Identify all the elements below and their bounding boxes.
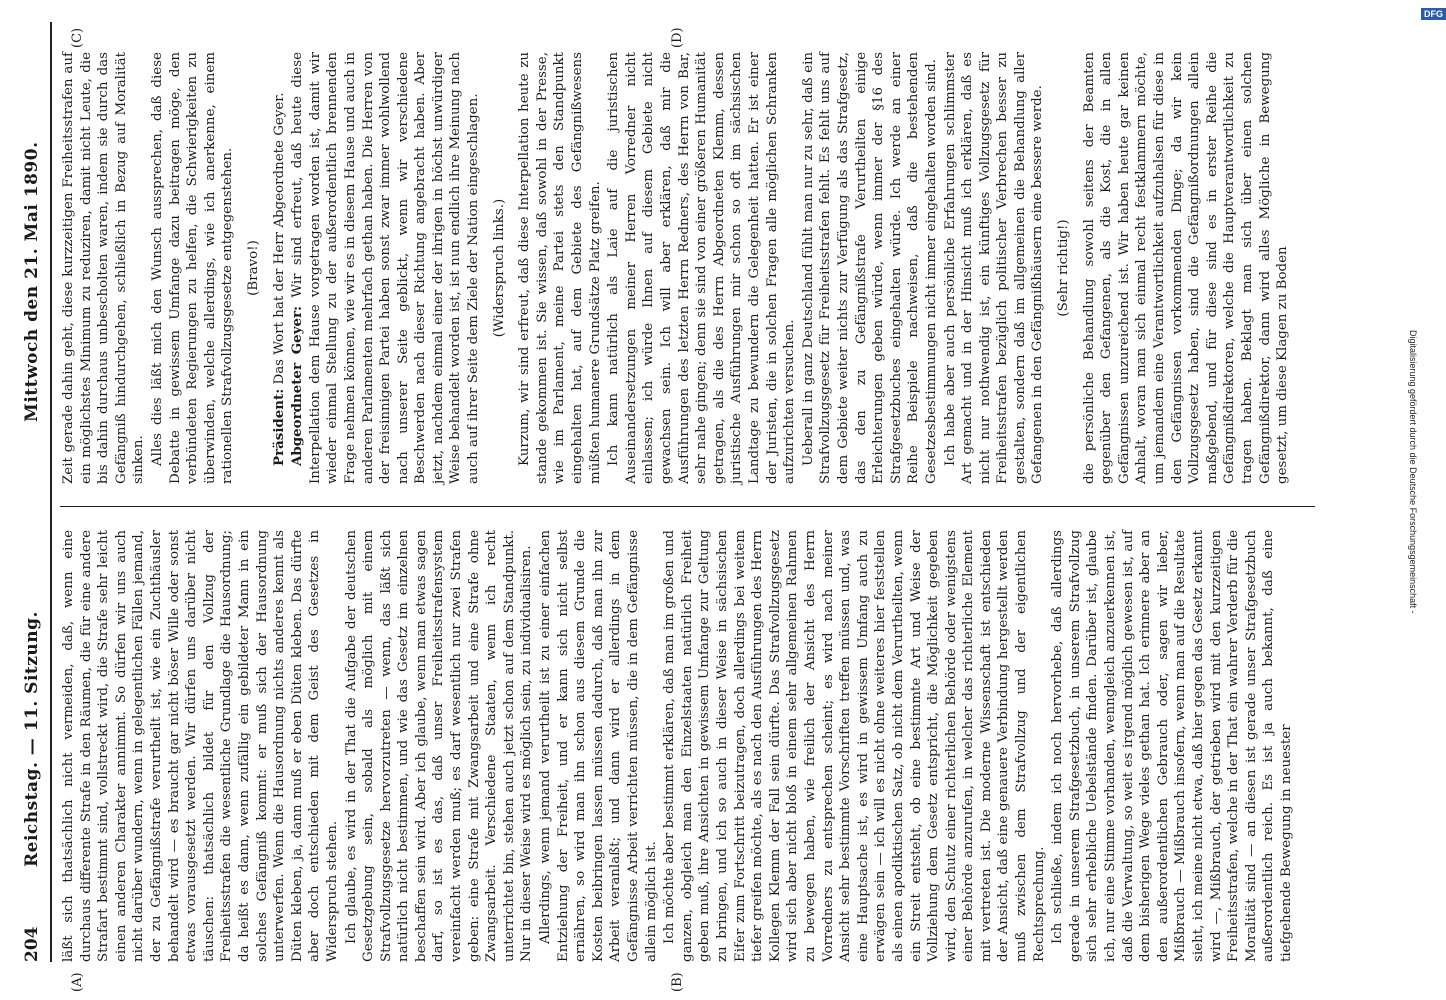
paragraph: Ich kann natürlich als Laie auf die juristischen Auseinandersetzungen meiner Herren Vorredner nicht einlassen; ich würde Ihnen auf diesem Gebiete nicht gewachsen sein. Ich will aber erklären, daß mir die Ausführungen des letzten Herrn Redners, des Herrn von Bar, sehr nahe gingen; denn sie sind von einer größeren Humanität getragen, als die des Herrn Abgeordneten Klemm, dessen juristische Ausführungen mir schon so oft im sächsischen Landtage zu bewundern die Gelegenheit hatten. Er ist einer der Juristen, die in solchen Fragen alle möglichen Schranken aufzurichten versuchen. bbox=[606, 52, 798, 484]
dfg-logo: DFG bbox=[1421, 8, 1446, 20]
margin-mark-a: (A) bbox=[70, 972, 85, 992]
president-text: Das Wort hat der Herr Abgeordnete Geyer. bbox=[271, 92, 287, 385]
paragraph: Alles dies läßt mich den Wunsch aussprechen, daß diese Debatte in gewissem Umfange dazu beitragen möge, den verbündeten Regierungen zu helfen, die Schwierigkeiten zu überwinden, welche allerdings, wie ich anerkenne, einem rationellen Strafvollzugsgesetze entgegenstehen. bbox=[149, 52, 236, 484]
left-column bbox=[60, 530, 1320, 962]
session-title: Reichstag. — 11. Sitzung. bbox=[22, 611, 42, 867]
paragraph: Zeit gerade dahin geht, diese kurzzeitigen Freiheitsstrafen auf ein möglichstes Minimum zu reduziren, damit nicht Leute, die bis dahin durchaus unbescholten waren, indem sie durch das Gefängniß hindurchgehen, schließlich in Bezug auf Moralität sinken. bbox=[61, 52, 147, 484]
paragraph: Ich glaube, es wird in der That die Aufgabe der deutschen Gesetzgebung sein, sobald als möglich mit einem Strafvollzugsgesetze hervorzutreten — wenn, das läßt sich natürlich nicht bestimmen, und wie das Gesetz im einzelnen beschaffen sein wird. Aber ich glaube, wenn man etwas sagen darf, so ist es das, daß unser Freiheitsstrafensystem vereinfacht werden muß; es darf wesentlich nur zwei Strafen geben: eine Strafe mit Zwangsarbeit und eine Strafe ohne Zwangsarbeit. Verschiedene Staaten, wenn ich recht unterrichtet bin, stehen auch jetzt schon auf dem Standpunkt. Nur in dieser Weise wird es möglich sein, zu individualisiren. bbox=[343, 530, 535, 962]
margin-mark-b: (B) bbox=[670, 972, 685, 992]
interjection-bravo: (Bravo!) bbox=[245, 240, 261, 296]
speaker-geyer: Abgeordneter Geyer: bbox=[289, 306, 306, 466]
margin-mark-c: (C) bbox=[70, 27, 85, 48]
page-number: 204 bbox=[22, 926, 42, 962]
paragraph: die persönliche Behandlung sowohl seitens der Beamten gegenüber den Gefangenen, als die Kost, die in allen Gefängnissen unzureichend ist. Wir haben heute gar keinen Anhalt, woran man sich einmal recht festklammern möchte, um jemandem eine Verantwortlichkeit aufzuhalsen für diese in den Gefängnissen vorkommenden Dinge; da wir kein Vollzugsgesetz haben, sind die Gefängnißordnungen allein maßgebend, und für diese sind es in erster Reihe die Gefängnißdirektoren, welche die Hauptverantwortlichkeit zu tragen haben. Beklagt man sich über einen solchen Gefängnißdirektor, dann wird alles Mögliche in Bewegung gesetzt, um diese Klagen zu Boden bbox=[1081, 52, 1291, 484]
paragraph: Allerdings, wenn jemand verurtheilt ist zu einer einfachen Entziehung der Freiheit, und er kann sich nicht selbst ernähren, so wird man ihn schon aus diesem Grunde die Kosten beibringen lassen müssen dadurch, daß man ihn zur Arbeit veranlaßt; und dann wird er allerdings in dem Gefängnisse Arbeit verrichten müssen, die in dem Gefängnisse allein möglich ist. bbox=[538, 530, 659, 962]
column-divider bbox=[60, 506, 1315, 507]
president-line bbox=[271, 52, 289, 484]
paragraph: Ich habe aber auch persönliche Erfahrungen schlimmster Art gemacht und in der Hinsicht muß ich erklären, daß es nicht nur nothwendig ist, ein künftiges Vollzugsgesetz für Freiheitsstrafen bezüglich politischer Verbrechen besser zu gestalten, sondern daß im allgemeinen die Behandlung aller Gefangenen in den Gefängnißhäusern eine bessere werde. bbox=[942, 52, 1046, 484]
paragraph: Kurzum, wir sind erfreut, daß diese Interpellation heute zu stande gekommen ist. Sie wissen, daß sowohl in der Presse, wie im Parlament, meine Partei stets den Standpunkt eingehalten hat, auf dem Gebiete des Gefängnißwesens müßten humanere Grundsätze Platz greifen. bbox=[517, 52, 603, 484]
geyer-speech bbox=[289, 52, 483, 484]
page-header bbox=[14, 22, 52, 962]
interjection-widerspruch: (Widerspruch links.) bbox=[491, 198, 507, 338]
margin-mark-d: (D) bbox=[670, 27, 685, 48]
session-date: Mittwoch den 21. Mai 1890. bbox=[22, 141, 42, 422]
credit-text: Digitalisierung gefördert durch die Deutsche Forschungsgemeinschaft - bbox=[1408, 330, 1418, 614]
paragraph: läßt sich thatsächlich nicht vermeiden, daß, wenn eine durchaus differente Strafe in den Räumen, die für eine andere Strafart bestimmt sind, vollstreckt wird, die Strafe sehr leicht einen anderen Charakter annimmt. So dürfen wir uns auch nicht darüber wundern, wenn in gelegentlichen Fällen jemand, der zu Gefängnißstrafe verurtheilt ist, wie ein Zuchthäusler behandelt wird — es braucht gar nicht böser Wille oder sonst etwas vorausgesetzt werden. Wir dürfen uns darüber nicht täuschen: thatsächlich bildet für den Vollzug der Freiheitsstrafen die wesentliche Grundlage die Hausordnung; da heißt es dann, wenn zufällig ein gebildeter Mann in ein solches Gefängniß kommt: er muß sich der Hausordnung unterwerfen. Wenn die Hausordnung nichts anderes kennt als Düten kleben, ja, dann muß er eben Düten kleben. Das dürfte aber doch entschieden mit dem Geist des Gesetzes in Widerspruch stehen. bbox=[61, 530, 340, 962]
interjection-sehr-richtig: (Sehr richtig!) bbox=[1056, 219, 1072, 317]
paragraph: Ich schließe, indem ich noch hervorhebe, daß allerdings gerade in unserem Strafgesetzbuch, in unserem Strafvollzug sich sehr erhebliche Uebelstände finden. Darüber ist, glaube ich, nur eine Stimme vorhanden, wenngleich anzuerkennen ist, daß die Verwaltung, so weit es irgend möglich gewesen ist, auf dem bisherigen Wege vieles gethan hat. Ich erinnere aber an den außerordentlichen Gebrauch oder, sagen wir lieber, Mißbrauch — Mißbrauch insofern, wenn man auf die Resultate sieht, ich meine nicht etwa, daß hier gegen das Gesetz erkannt wird —, Mißbrauch, der getrieben wird mit den kurzzeitigen Freiheitsstrafen, welche in der That ein wahrer Verderb für die Moralität sind — an diesen ist gerade unser Strafgesetzbuch außerordentlich reich. Es ist ja auch bekannt, daß eine tiefgehende Bewegung in neuester bbox=[1050, 530, 1294, 962]
paragraph: Wir sind erfreut, daß heute diese Interpellation dem Hause vorgetragen worden ist, damit wir wieder einmal Stellung zu der außerordentlich brennenden Frage nehmen können, wie wir es in diesem Hause und auch in anderen Parlamenten mehrfach gethan haben. Die Herren von der freisinnigen Partei haben sonst zwar immer wohlwollend nach unserer Seite geblickt, wenn wir verschiedene Beschwerden nach dieser Richtung angebracht haben. Aber jetzt, nachdem einmal einer der ihrigen in höchst unwürdiger Weise behandelt worden ist, ist nun endlich ihre Meinung nach auch auf ihrer Seite dem Ziele der Nation eingeschlagen. bbox=[290, 52, 482, 484]
paragraph: Ueberall in ganz Deutschland fühlt man nur zu sehr, daß ein Strafvollzugsgesetz für Freiheitsstrafen fehlt. Es fehlt uns auf dem Gebiete weiter nichts zur Verfügung als das Strafgesetz, das den zu Gefängnißstrafe Verurtheilten einige Erleichterungen geben würde, wenn immer der §16 des Strafgesetzbuches eingehalten würde. Ich werde an einer Reihe Beispiele nachweisen, daß die bestehenden Gesetzesbestimmungen nicht immer eingehalten worden sind. bbox=[800, 52, 939, 484]
speaker-president: Präsident: bbox=[270, 388, 287, 466]
right-column bbox=[60, 52, 1320, 484]
digitization-credit bbox=[1408, 330, 1418, 614]
paragraph: Ich möchte aber bestimmt erklären, daß man im großen und ganzen, obgleich man den Einzelstaaten natürlich Freiheit geben muß, ihre Ansichten in gewissem Umfange zur Geltung zu bringen, und ich so auch in dieser Weise in sächsischen Eifer zum Fortschritt beizutragen, doch allerdings bei weitem tiefer greifen möchte, als es nach den Ausführungen des Herrn Kollegen Klemm der Fall sein dürfte. Das Strafvollzugsgesetz wird sich aber nicht bloß in einem sehr allgemeinen Rahmen zu bewegen haben, wie freilich der Ansicht des Herrn Vorredners zu entsprechen scheint; es wird nach meiner Ansicht sehr bestimmte Vorschriften treffen müssen und, was eine Hauptsache ist, es wird in gewissem Umfang auch zu erwägen sein — ich will es nicht ohne weiteres hier feststellen als einen apodiktischen Satz, ob nicht dem Verurtheilten, wenn ein Streit entsteht, ob eine bestimmte Art und Weise der Vollziehung dem Gesetz entspricht, die Möglichkeit gegeben wird, den Schutz einer richterlichen Behörde oder wenigstens einer Behörde anzurufen, in welcher das richterliche Element mit vertreten ist. Die moderne Wissenschaft ist entschieden der Ansicht, daß eine genauere Verbindung hergestellt werden muß zwischen dem Strafvollzug und der eigentlichen Rechtsprechung. bbox=[662, 530, 1047, 962]
